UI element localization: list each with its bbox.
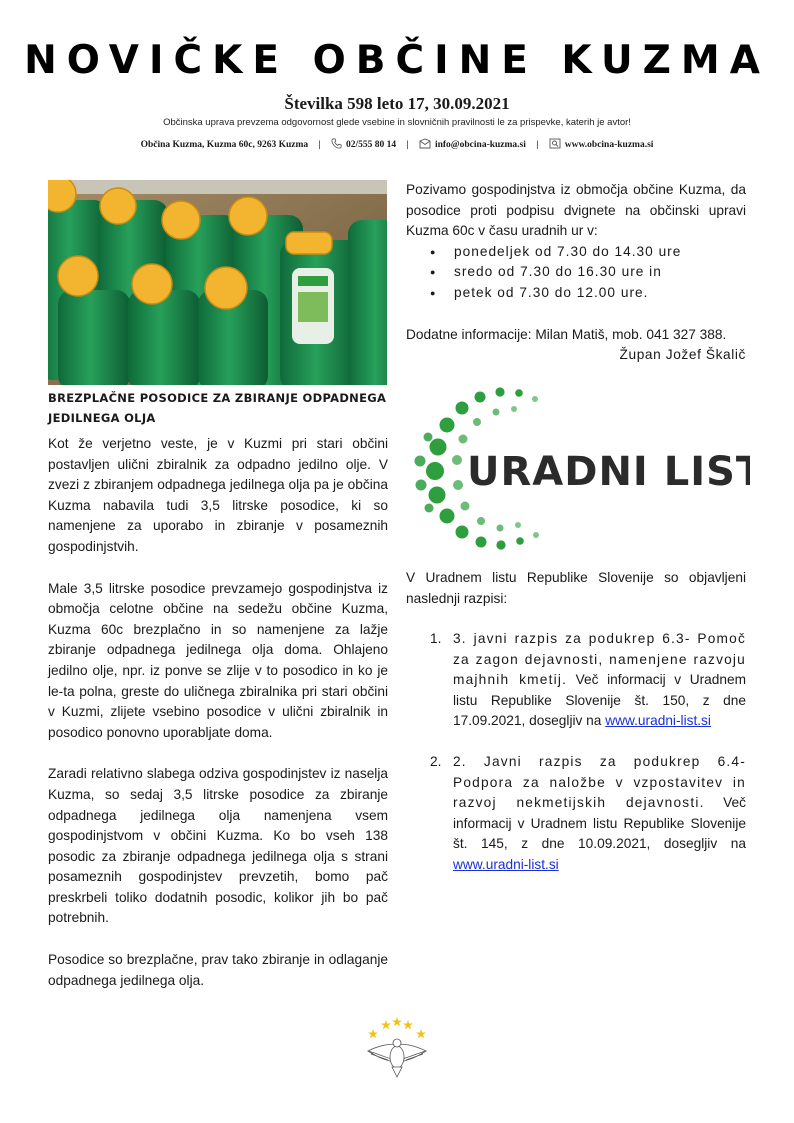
oil-containers-photo [48, 180, 387, 385]
office-hours-list [406, 242, 746, 304]
disclaimer: Občinska uprava prevzema odgovornost glede vsebine in slovničnih pravilnosti le za prispevke, katerih je avtor! [163, 117, 631, 128]
contact-email[interactable]: info@obcina-kuzma.si [434, 140, 526, 150]
contact-bar [0, 138, 794, 152]
mail-icon [419, 138, 431, 152]
dove-emblem-icon [362, 1015, 432, 1079]
tender-text: Več informacij v Uradnem listu Republike Slovenije št. 145, z dne 10.09.2021, dosegljiv na [453, 795, 747, 852]
tender-link[interactable]: www.uradni-list.si [453, 856, 559, 872]
tenders-intro: V Uradnem listu Republike Slovenije so objavljeni naslednji razpisi: [406, 570, 746, 606]
tender-item [430, 752, 746, 876]
tender-number: 1. [430, 631, 442, 646]
tender-title: 3. javni razpis za podukrep 6.3- Pomoč za zagon dejavnosti, namenjene razvoju majhnih kmetij. [453, 631, 746, 688]
article-headline: BREZPLAČNE POSODICE ZA ZBIRANJE ODPADNEGA JEDILNEGA OLJA [48, 391, 387, 425]
contact-separator: | [318, 140, 321, 150]
invite-text: Pozivamo gospodinjstva iz območja občine Kuzma, da posodice proti podpisu dvignete na občinski upravi Kuzma 60c v času uradnih ur v: [406, 182, 746, 239]
contact-separator: | [536, 140, 539, 150]
office-hours-item: ● ponedeljek od 7.30 do 14.30 ure [454, 242, 746, 263]
contact-address: Občina Kuzma, Kuzma 60c, 9263 Kuzma [140, 140, 309, 150]
uradni-list-logo [405, 385, 750, 550]
uradni-list-logo-text: URADNI LIST [467, 449, 750, 495]
contact-web[interactable]: www.obcina-kuzma.si [564, 140, 654, 150]
tenders-list [430, 629, 746, 896]
tender-item [430, 629, 746, 732]
contact-phone[interactable]: 02/555 80 14 [345, 140, 397, 150]
article-continuation [406, 180, 746, 366]
phone-icon [331, 138, 342, 152]
contact-info: Dodatne informacije: Milan Matiš, mob. 041 327 388. [406, 326, 727, 342]
mayor-signature: Župan Jožef Škalič [619, 347, 746, 363]
issue-line: Številka 598 leto 17, 30.09.2021 [284, 94, 510, 113]
office-hours-item: ● sredo od 7.30 do 16.30 ure in [454, 262, 746, 283]
tender-title: 2. Javni razpis za podukrep 6.4- Podpora za naložbe v vzpostavitev in razvoj nekmetijskih dejavnosti. [453, 753, 746, 811]
article-paragraph: Zaradi relativno slabega odziva gospodinjstev iz naselja Kuzma, so sedaj 3,5 litrske posodice za zbiranje odpadnega jedilnega olja namenjena vsem gospodinjstvom v občini Kuzma. Ko bo vseh 138 posodic za zbiranje odpadnega jedilnega olja s strani posameznih gospodinjstev prevzetih, bomo pač preskrbeli toliko dodatnih posodic, kolikor jih bo pač potrebnih. [48, 766, 388, 926]
tender-number: 2. [430, 753, 442, 769]
article-paragraph: Posodice so brezplačne, prav tako zbiranje in odlaganje odpadnega jedilnega olja. [48, 952, 388, 988]
article-body [48, 434, 388, 1012]
newsletter-masthead: NOVIČKE OBČINE KUZMA [24, 38, 770, 83]
office-hours-item: ● petek od 7.30 do 12.00 ure. [454, 283, 746, 304]
tender-link[interactable]: www.uradni-list.si [605, 713, 711, 729]
web-icon [549, 138, 561, 152]
article-paragraph: Kot že verjetno veste, je v Kuzmi pri stari občini postavljen ulični zbiralnik za odpadno jedilno olje. V zvezi z zbiranjem odpadnega jedilnega olja pa je občina Kuzma nabavila tudi 3,5 litrske posodice, ki so namenjene za uporabo in zbiranje v posameznih gospodinjstvih. [48, 436, 388, 554]
tender-text: Več informacij v Uradnem listu Republike Slovenije št. 150, z dne 17.09.2021, dosegljiv na [453, 672, 746, 729]
article-paragraph: Male 3,5 litrske posodice prevzamejo gospodinjstva iz območja celotne občine na sedežu občine Kuzma, Kuzma 60c brezplačno in so namenjene za lažje zbiranje odpadnega jedilnega olja doma. Ohlajeno jedilno olje, npr. iz ponve se zlije v to posodico in ko je le-ta polna, greste do uličnega zbiralnika pri stari občini v Kuzmi, zlijete vsebino posodice v ulični zbiralnik in posodico ponovno uporabljate doma. [48, 580, 388, 740]
contact-separator: | [406, 140, 409, 150]
